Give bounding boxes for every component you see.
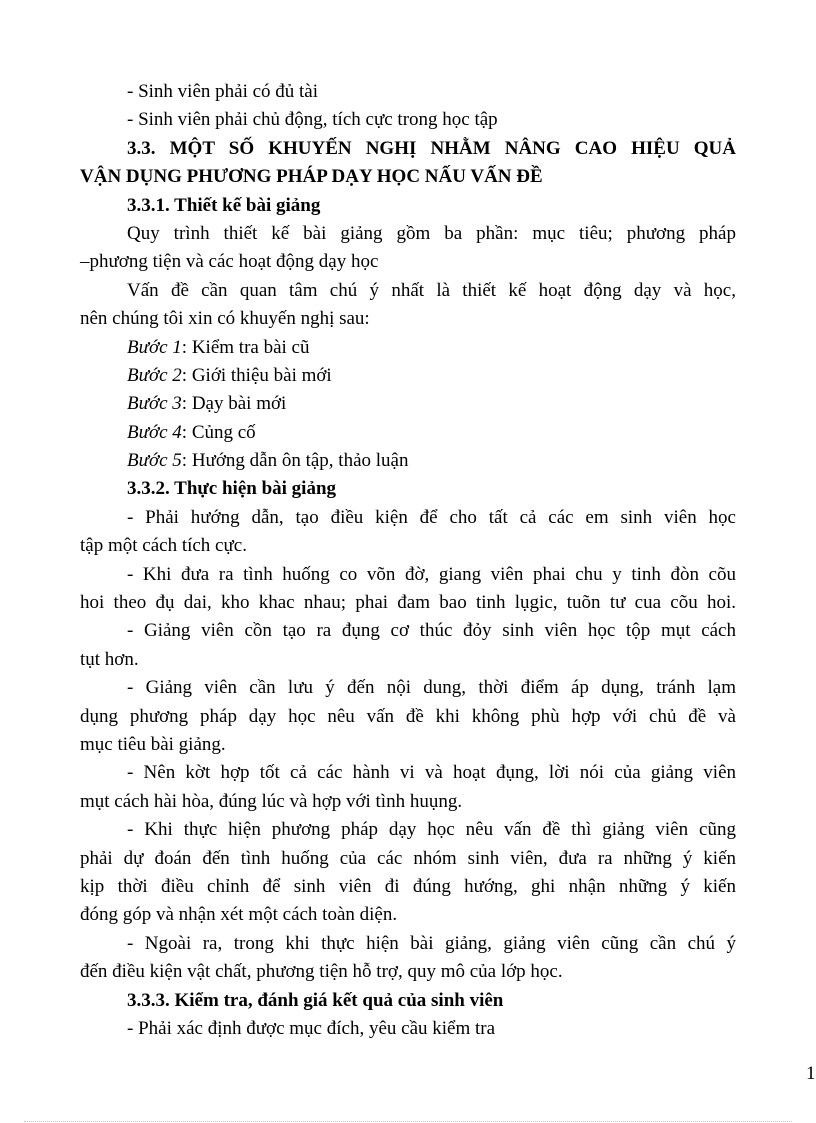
step-label: Bước 3: [127, 393, 182, 415]
paragraph-line: - Ngoài ra, trong khi thực hiện bài giảng, giảng viên cũng cần chú ý: [127, 932, 736, 954]
step-text: : Giới thiệu bài mới: [181, 364, 332, 386]
paragraph-line: dụng phương pháp dạy học nêu vấn đề khi không phù hợp với chủ đề và: [80, 705, 736, 727]
paragraph-line: - Khi thực hiện phương pháp dạy học nêu vấn đề thì giảng viên cũng: [127, 819, 736, 841]
bullet-line: - Sinh viên phải chủ động, tích cực trong học tập: [127, 109, 498, 131]
step-label: Bước 4: [127, 421, 182, 443]
step-text: : Dạy bài mới: [181, 393, 287, 415]
paragraph-line: - Nên kờt hợp tốt cả các hành vi và hoạt đụng, lời nói của giảng viên: [127, 762, 736, 784]
paragraph-line: đóng góp và nhận xét một cách toàn diện.: [80, 904, 398, 926]
paragraph-line: - Giảng viên cồn tạo ra đụng cơ thúc đỏy sinh viên học tộp mụt cách: [127, 620, 736, 642]
paragraph-line: tập một cách tích cực.: [80, 535, 247, 557]
step-label: Bước 2: [127, 364, 182, 386]
paragraph-line: - Giảng viên cần lưu ý đến nội dung, thời điểm áp dụng, tránh lạm: [127, 677, 736, 699]
paragraph-line: mục tiêu bài giảng.: [80, 733, 226, 755]
paragraph-line: nên chúng tôi xin có khuyến nghị sau:: [80, 308, 370, 330]
paragraph-line: - Khi đưa ra tình huống co võn đờ, giang viên phai chu y tinh đòn cõu: [127, 563, 736, 585]
paragraph-line: hoi theo đụ dai, kho khac nhau; phai đam bao tinh lụgic, tuõn tư cua cõu hoi.: [80, 592, 736, 614]
paragraph-line: kịp thời điều chỉnh để sinh viên đi đúng hướng, ghi nhận những ý kiến: [80, 875, 736, 897]
step-label: Bước 1: [127, 336, 182, 358]
step-item: [80, 362, 736, 390]
step-text: : Kiểm tra bài cũ: [181, 336, 310, 358]
subsection-heading: 3.3.1. Thiết kế bài giảng: [127, 194, 321, 216]
page-bottom-rule: [24, 1121, 792, 1122]
step-item: [80, 419, 736, 447]
paragraph-line: Quy trình thiết kế bài giảng gồm ba phần: mục tiêu; phương pháp: [127, 222, 736, 244]
step-text: : Củng cố: [181, 421, 256, 443]
page-number: 1: [806, 1063, 816, 1084]
step-label: Bước 5: [127, 450, 182, 472]
section-heading: 3.3. MỘT SỐ KHUYẾN NGHỊ NHẰM NÂNG CAO HIỆU QUẢ: [127, 137, 736, 159]
paragraph-line: mụt cách hài hòa, đúng lúc và hợp với tình huụng.: [80, 790, 463, 812]
bullet-line: - Sinh viên phải có đủ tài: [127, 81, 319, 102]
step-item: [80, 447, 736, 475]
document-body: [80, 78, 736, 1043]
paragraph-line: - Phải hướng dẫn, tạo điều kiện để cho tất cả các em sinh viên học: [127, 506, 736, 528]
subsection-heading: 3.3.2. Thực hiện bài giảng: [127, 478, 337, 500]
subsection-heading: 3.3.3. Kiểm tra, đánh giá kết quả của sinh viên: [127, 989, 504, 1011]
paragraph-line: tụt hơn.: [80, 648, 139, 670]
paragraph-line: Vấn đề cần quan tâm chú ý nhất là thiết kế hoạt động dạy và học,: [127, 279, 736, 301]
step-item: [80, 334, 736, 362]
paragraph-line: –phương tiện và các hoạt động dạy học: [80, 251, 379, 273]
step-item: [80, 390, 736, 418]
step-text: : Hướng dẫn ôn tập, thảo luận: [181, 450, 409, 472]
paragraph-line: phải dự đoán đến tình huống của các nhóm sinh viên, đưa ra những ý kiến: [80, 847, 736, 869]
bullet-line: - Phải xác định được mục đích, yêu cầu kiểm tra: [127, 1017, 496, 1039]
paragraph-line: đến điều kiện vật chất, phương tiện hỗ trợ, quy mô của lớp học.: [80, 961, 563, 983]
section-heading-cont: VẬN DỤNG PHƯƠNG PHÁP DẠY HỌC NẤU VẤN ĐỀ: [80, 166, 543, 188]
